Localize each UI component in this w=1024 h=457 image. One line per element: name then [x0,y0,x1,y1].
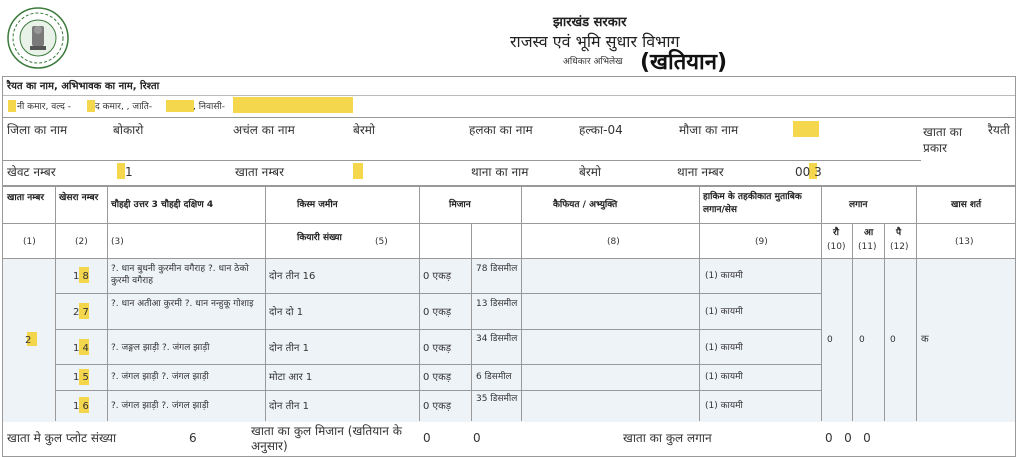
lagan-rau-num: (10) [827,242,846,252]
row3-boundary: ?. जङ्गल झाड़ी ?. जंगल झाड़ी [111,343,210,353]
lagan-rau-value: 0 [827,335,833,345]
row5-acre: 0 एकड़ [423,401,452,412]
col-num-3: (3) [111,237,124,247]
total-lagan-values: 0 0 0 [825,431,871,445]
total-area-label: खाता का कुल मिजान (खतियान के अनुसार) [251,424,402,453]
total-lagan-label: खाता का कुल लगान [623,431,712,445]
redaction-mark [793,121,819,137]
raiyat-name: नी कमार, वल्द - [17,102,71,112]
row3-land: दोन तीन 1 [269,343,310,354]
redaction-mark [166,100,194,112]
row4-decimal: 6 डिसमील [476,372,512,382]
khatiyan-table [2,186,1016,422]
thana-name-value: बेरमो [579,165,602,179]
redaction-mark [87,100,95,112]
total-area-acre: 0 [423,431,431,445]
header-area: मिजान [449,200,471,210]
row3-officer: (1) कायमी [705,343,743,353]
location-block [2,118,1016,186]
khewat-value: 1 [125,165,133,179]
row1-decimal: 78 डिसमील [476,264,518,274]
raiyat-guardian: द कमार, , जाति- [95,102,153,112]
row4-officer: (1) कायमी [705,372,743,382]
row1-officer: (1) कायमी [705,271,743,281]
redaction-mark [8,100,16,112]
thana-name-label: थाना का नाम [471,165,529,179]
khewat-label: खेवट नम्बर [7,165,56,179]
row5-officer: (1) कायमी [705,401,743,411]
header-kiyari-count: कियारी संख्या [297,233,342,243]
lagan-pai-num: (12) [890,242,909,252]
row5-boundary: ?. जंगल झाड़ी ?. जंगल झाड़ी [111,401,209,411]
col-num-9: (9) [755,237,768,247]
jharkhand-emblem-icon [6,6,70,70]
redaction-mark [117,163,125,179]
row2-decimal: 13 डिसमील [476,299,518,309]
col-num-1: (1) [23,237,36,247]
lagan-rau-label: रौ [833,228,840,238]
row3-khesra: 1 4 [73,343,89,354]
raiyat-block [2,76,1016,118]
row4-boundary: ?. जंगल झाड़ी ?. जंगल झाड़ी [111,372,209,382]
circle-label: अचंल का नाम [233,123,295,137]
row1-boundary: ?. धान बुधनी कुरमीन वगैराह ?. धान ठेको कुरमी वगैराह [111,264,249,286]
header-khata-no: खाता नम्बर [7,193,45,203]
row2-boundary: ?. धान अतीआ कुरमी ?. धान नन्हुकू गोशाइ [111,299,254,309]
raiyat-heading: रैयत का नाम, अभिभावक का नाम, रिश्ता [7,81,160,92]
circle-value: बेरमो [353,123,376,137]
row1-acre: 0 एकड़ [423,271,452,282]
header-lagan: लगान [849,200,868,210]
document-title: (खतियान) [640,50,728,75]
header-officer-note: हाकिम के तहकीकात मुताबिक लगान/सेस [703,192,802,215]
redaction-mark [233,97,353,113]
row5-khesra: 1 6 [73,401,89,412]
halka-value: हल्का-04 [579,123,623,137]
col-num-13: (13) [955,237,974,247]
row3-acre: 0 एकड़ [423,343,452,354]
header-land-type: किस्म जमीन [297,200,338,210]
special-terms-value: क [921,334,929,345]
thana-no-value: 00 3 [795,165,822,179]
row2-acre: 0 एकड़ [423,307,452,318]
department-name: राजस्व एवं भूमि सुधार विभाग [510,32,680,51]
row3-decimal: 34 डिसमील [476,334,518,344]
row4-khesra: 1 5 [73,372,89,383]
row5-decimal: 35 डिसमील [476,394,518,404]
row1-khesra: 1 8 [73,271,89,282]
header-khesra-no: खेसरा नम्बर [59,193,99,203]
header-boundary: चौहद्दी उत्तर 3 चौहद्दी दक्षिण 4 [111,200,214,210]
khata-type-label: खाता का प्रकार [923,125,963,155]
lagan-aa-value: 0 [859,335,865,345]
row2-officer: (1) कायमी [705,307,743,317]
thana-no-label: थाना नम्बर [677,165,724,179]
mauza-label: मौजा का नाम [679,123,739,137]
row1-land: दोन तीन 16 [269,271,316,282]
lagan-pai-value: 0 [890,335,896,345]
plot-count-value: 6 [189,431,197,445]
plot-count-label: खाता मे कुल प्लोट संख्या [7,431,117,445]
khata-type-value: रैयती [988,123,1010,137]
total-area-decimal: 0 [473,431,481,445]
row4-land: मोटा आर 1 [269,372,313,383]
row5-land: दोन तीन 1 [269,401,310,412]
lagan-aa-num: (11) [858,242,877,252]
lagan-pai-label: पै [896,228,902,238]
totals-footer [2,422,1016,457]
district-value: बोकारो [113,123,144,137]
col-num-2: (2) [75,237,88,247]
government-name: झारखंड सरकार [553,15,627,30]
row4-acre: 0 एकड़ [423,372,452,383]
col-num-5: (5) [375,237,388,247]
redaction-mark [353,163,363,179]
row2-khesra: 2 7 [73,307,89,318]
halka-label: हलका का नाम [469,123,533,137]
district-label: जिला का नाम [7,123,68,137]
header-special-terms: खास शर्त [951,200,982,210]
record-label: अधिकार अभिलेख [563,57,623,67]
khata-label: खाता नम्बर [235,165,285,179]
col-num-8: (8) [607,237,620,247]
header-remarks: कैफियत / अभ्युक्ति [553,200,618,210]
lagan-aa-label: आ [864,228,874,238]
khata-number-cell: 2 [25,335,32,346]
raiyat-residence-label: , निवासी- [193,102,226,112]
row2-land: दोन दो 1 [269,307,304,318]
